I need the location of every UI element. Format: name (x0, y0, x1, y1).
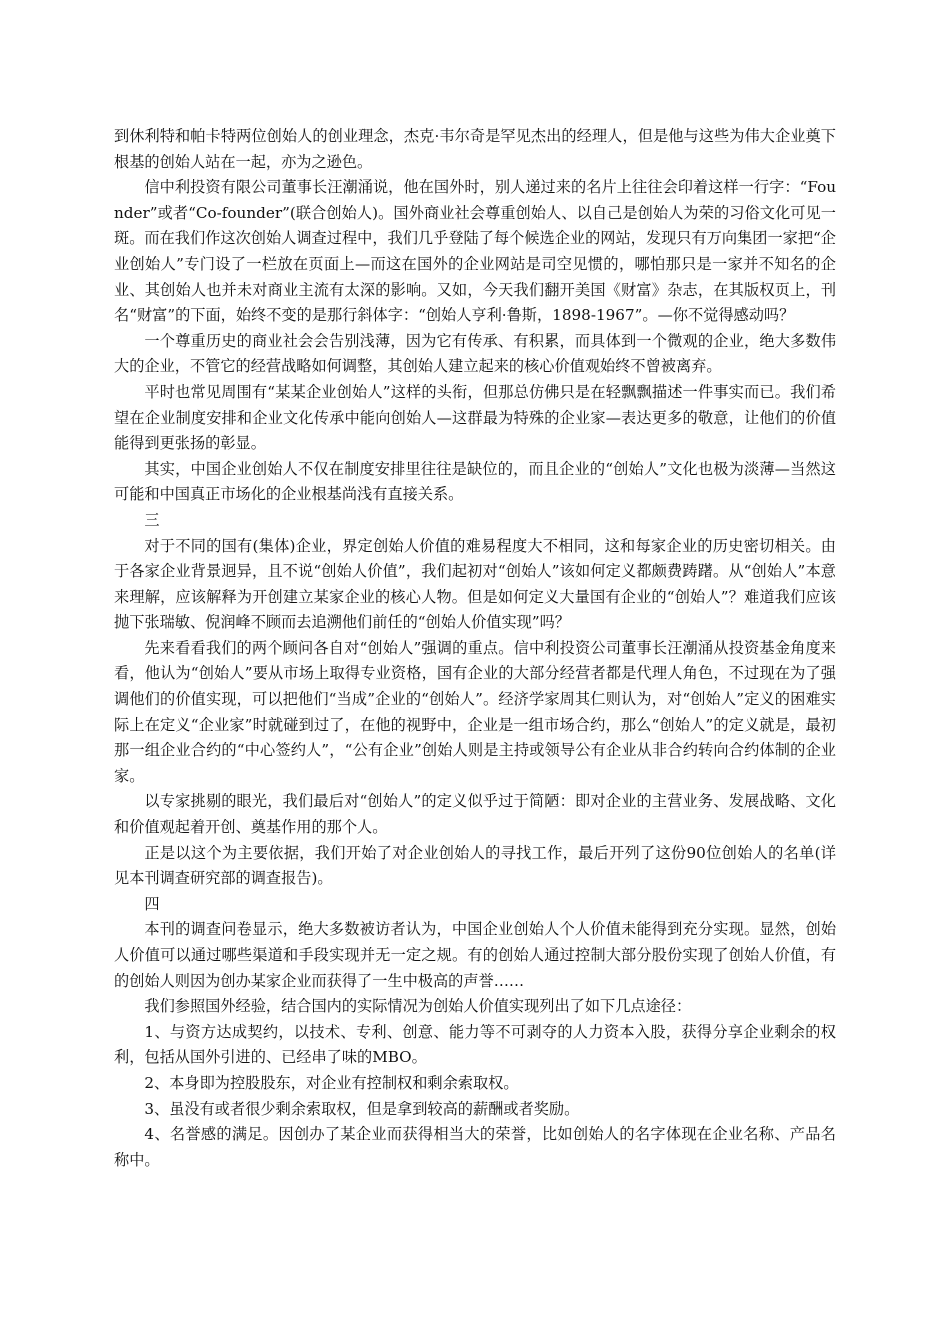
paragraph-advisors-views: 先来看看我们的两个顾问各自对“创始人”强调的重点。信中利投资公司董事长汪潮涌从投资基金角度来看，他认为“创始人”要从市场上取得专业资格，国有企业的大部分经营者都是代理人角色，不过现在为了强调他们的价值实现，可以把他们“当成”企业的“创始人”。经济学家周其仁则认为，对“创始人”定义的困难实际上在定义“企业家”时就碰到过了，在他的视野中，企业是一组市场合约，那么“创始人”的定义就是，最初那一组企业合约的“中心签约人”，“公有企业”创始人则是主持或领导公有企业从非合约转向合约体制的企业家。 (114, 638, 836, 785)
paragraph-ninety-founders: 正是以这个为主要依据，我们开始了对企业创始人的寻找工作，最后开列了这份90位创始人的名单(详见本刊调查研究部的调查报告)。 (114, 843, 836, 888)
paragraph-survey-results: 本刊的调查问卷显示，绝大多数被访者认为，中国企业创始人个人价值未能得到充分实现。显然，创始人价值可以通过哪些渠道和手段实现并无一定之规。有的创始人通过控制大部分股份实现了创始人价值，有的创始人则因为创办某家企业而获得了一生中极高的声誉…… (114, 920, 836, 990)
section-heading-three: 三 (144, 510, 160, 529)
list-item-reputation: 4、名誉感的满足。因创办了某企业而获得相当大的荣誉，比如创始人的名字体现在企业名称、产品名称中。 (114, 1125, 836, 1169)
article-body (114, 124, 836, 1173)
paragraph-founder-cards: 信中利投资有限公司董事长汪潮涌说，他在国外时，别人递过来的名片上往往会印着这样一行字：“Founder”或者“Co-founder”(联合创始人)。国外商业社会尊重创始人、以自己是创始人为荣的习俗文化可见一斑。而在我们作这次创始人调查过程中，我们几乎登陆了每个候选企业的网站，发现只有万向集团一家把“企业创始人”专门设了一栏放在页面上—而这在国外的企业网站是司空见惯的，哪怕那只是一家并不知名的企业、其创始人也并未对商业主流有太深的影响。又如，今天我们翻开美国《财富》杂志，在其版权页上，刊名“财富”的下面，始终不变的是那行斜体字：“创始人亨利·鲁斯，1898-1967”。—你不觉得感动吗？ (114, 178, 836, 325)
list-item-contract: 1、与资方达成契约，以技术、专利、创意、能力等不可剥夺的人力资本入股，获得分享企业剩余的权利，包括从国外引进的、已经串了味的MBO。 (114, 1022, 836, 1067)
paragraph-china-founders: 其实，中国企业创始人不仅在制度安排里往往是缺位的，而且企业的“创始人”文化也极为淡薄—当然这可能和中国真正市场化的企业根基尚浅有直接关系。 (114, 459, 836, 504)
paragraph-paths-intro: 我们参照国外经验，结合国内的实际情况为创始人价值实现列出了如下几点途径： (144, 997, 692, 1016)
section-heading-four: 四 (144, 894, 160, 913)
list-item-compensation: 3、虽没有或者很少剩余索取权，但是拿到较高的薪酬或者奖励。 (144, 1099, 580, 1118)
paragraph-founder-definition: 以专家挑剔的眼光，我们最后对“创始人”的定义似乎过于简陋：即对企业的主营业务、发展战略、文化和价值观起着开创、奠基作用的那个人。 (114, 792, 836, 837)
paragraph-hewlett-packard: 到休利特和帕卡特两位创始人的创业理念，杰克·韦尔奇是罕见杰出的经理人，但是他与这些为伟大企业奠下根基的创始人站在一起，亦为之逊色。 (114, 127, 836, 171)
paragraph-respect-history: 一个尊重历史的商业社会会告别浅薄，因为它有传承、有积累，而具体到一个微观的企业，绝大多数伟大的企业，不管它的经营战略如何调整，其创始人建立起来的核心价值观始终不曾被离弃。 (114, 331, 836, 376)
list-item-controlling-shareholder: 2、本身即为控股股东，对企业有控制权和剩余索取权。 (144, 1073, 519, 1092)
paragraph-state-enterprises: 对于不同的国有(集体)企业，界定创始人价值的难易程度大不相同，这和每家企业的历史密切相关。由于各家企业背景迥异，且不说“创始人价值”，我们起初对“创始人”该如何定义都颇费踌躇。从“创始人”本意来理解，应该解释为开创建立某家企业的核心人物。但是如何定义大量国有企业的“创始人”？难道我们应该抛下张瑞敏、倪润峰不顾而去追溯他们前任的“创始人价值实现”吗？ (114, 536, 836, 632)
paragraph-founder-titles: 平时也常见周围有“某某企业创始人”这样的头衔，但那总仿佛只是在轻飘飘描述一件事实而已。我们希望在企业制度安排和企业文化传承中能向创始人—这群最为特殊的企业家—表达更多的敬意，让他们的价值能得到更张扬的彰显。 (114, 382, 836, 453)
